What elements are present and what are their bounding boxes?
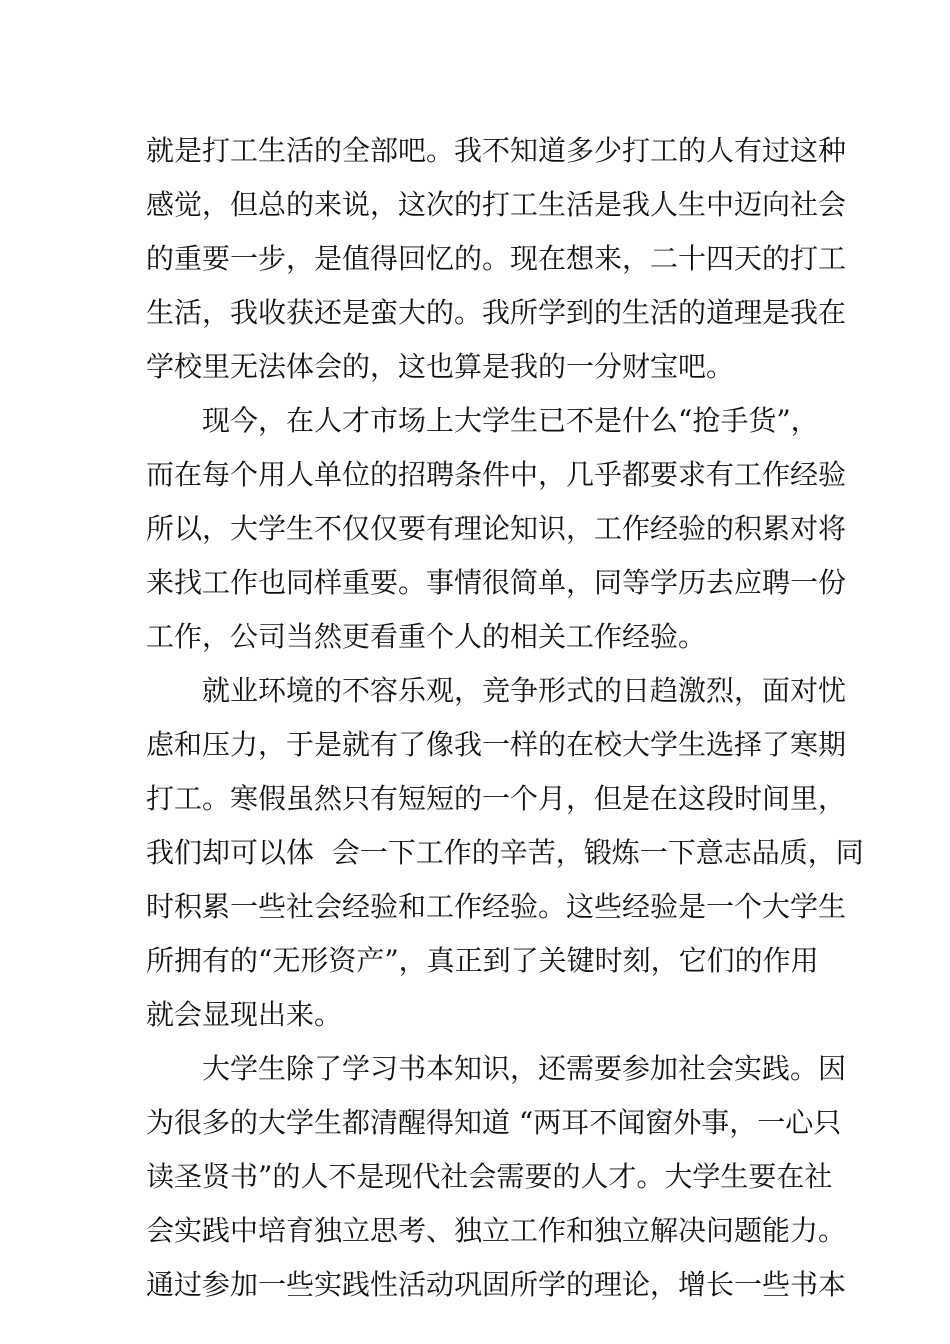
text-line: 学校里无法体会的，这也算是我的一分财宝吧。 <box>146 350 735 383</box>
text-line: 时积累一些社会经验和工作经验。这些经验是一个大学生 <box>146 890 847 923</box>
text-line: 虑和压力，于是就有了像我一样的在校大学生选择了寒期 <box>146 728 847 761</box>
text-line: 来找工作也同样重要。事情很简单，同等学历去应聘一份 <box>146 566 847 599</box>
text-line: 感觉，但总的来说，这次的打工生活是我人生中迈向社会 <box>146 188 847 221</box>
text-line: 会实践中培育独立思考、独立工作和独立解决问题能力。 <box>146 1214 847 1247</box>
text-line: 就是打工生活的全部吧。我不知道多少打工的人有过这种 <box>146 134 847 167</box>
text-line: 通过参加一些实践性活动巩固所学的理论，增长一些书本 <box>146 1268 847 1301</box>
text-line: 我们却可以体 会一下工作的辛苦，锻炼一下意志品质，同 <box>146 836 864 869</box>
text-line: 而在每个用人单位的招聘条件中，几乎都要求有工作经验 <box>146 458 847 491</box>
text-line: 所拥有的“无形资产”，真正到了关键时刻，它们的作用 <box>146 944 819 977</box>
text-line: 生活，我收获还是蛮大的。我所学到的生活的道理是我在 <box>146 296 847 329</box>
text-line: 所以，大学生不仅仅要有理论知识，工作经验的积累对将 <box>146 512 847 545</box>
body-text <box>146 124 864 1312</box>
paragraph-start-line: 现今，在人才市场上大学生已不是什么“抢手货”， <box>202 404 819 437</box>
text-line: 打工。寒假虽然只有短短的一个月，但是在这段时间里， <box>146 782 847 815</box>
text-line: 工作，公司当然更看重个人的相关工作经验。 <box>146 620 707 653</box>
paragraph-start-line: 就业环境的不容乐观，竞争形式的日趋激烈，面对忧 <box>202 674 847 707</box>
paragraph-start-line: 大学生除了学习书本知识，还需要参加社会实践。因 <box>202 1052 847 1085</box>
text-line: 的重要一步，是值得回忆的。现在想来，二十四天的打工 <box>146 242 847 275</box>
text-line: 就会显现出来。 <box>146 998 343 1031</box>
text-line: 为很多的大学生都清醒得知道 “两耳不闻窗外事，一心只 <box>146 1106 842 1139</box>
text-line: 读圣贤书”的人不是现代社会需要的人才。大学生要在社 <box>146 1160 833 1193</box>
